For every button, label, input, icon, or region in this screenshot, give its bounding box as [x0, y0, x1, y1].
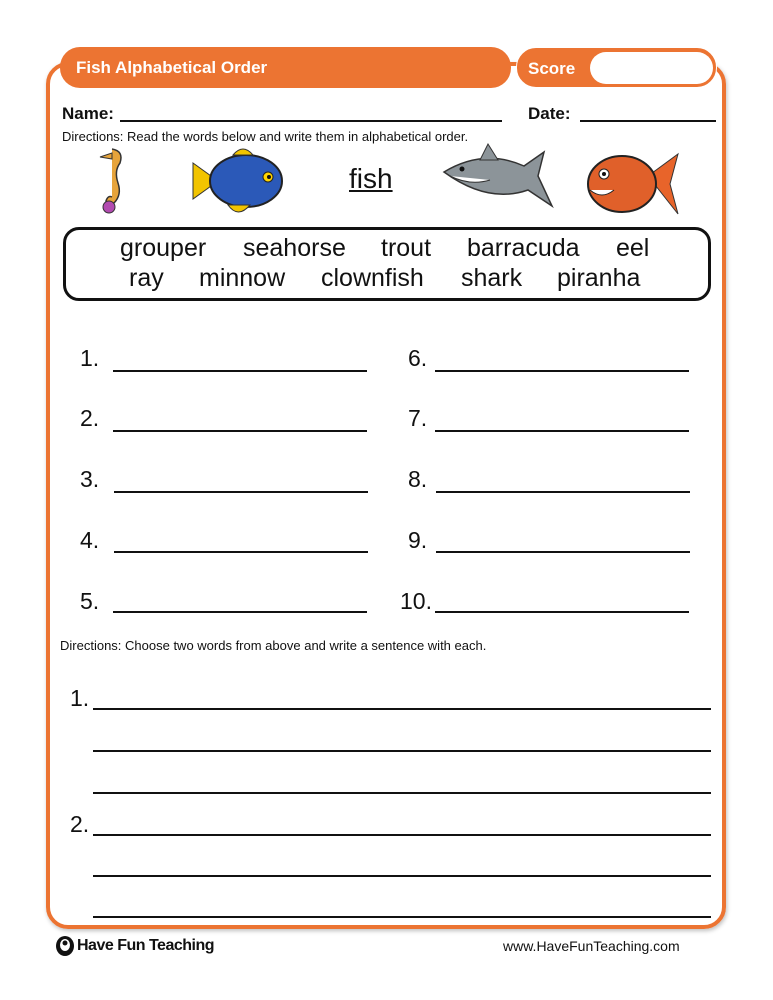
order-number: 5.: [80, 588, 100, 614]
shark-illustration: [440, 142, 560, 222]
directions-1: Directions: Read the words below and write them in alphabetical order.: [62, 129, 469, 144]
word-eel: eel: [616, 234, 650, 262]
order-number: 9.: [408, 527, 428, 553]
word-grouper: grouper: [120, 234, 207, 262]
answer-line-6[interactable]: [435, 370, 689, 372]
order-number: 10.: [400, 588, 432, 614]
word-minnow: minnow: [199, 264, 286, 292]
brand-name: Have Fun Teaching: [77, 937, 215, 954]
sentence-line[interactable]: [93, 834, 711, 836]
website-link[interactable]: www.HaveFunTeaching.com: [503, 938, 680, 954]
word-piranha: piranha: [557, 264, 641, 292]
answer-line-2[interactable]: [113, 430, 367, 432]
word-seahorse: seahorse: [243, 234, 346, 262]
word-barracuda: barracuda: [467, 234, 580, 262]
piranha-illustration: [578, 140, 682, 222]
name-line[interactable]: [120, 120, 502, 122]
answer-line-4[interactable]: [114, 551, 368, 553]
date-line[interactable]: [580, 120, 716, 122]
sentence-number: 2.: [70, 811, 90, 837]
order-number: 7.: [408, 405, 428, 431]
score-label: Score: [516, 47, 717, 88]
topic-word: fish: [349, 163, 393, 194]
word-ray: ray: [129, 264, 164, 292]
answer-line-10[interactable]: [435, 611, 689, 613]
order-number: 8.: [408, 466, 428, 492]
sentence-line[interactable]: [93, 916, 711, 918]
order-number: 1.: [80, 345, 100, 371]
word-clownfish: clownfish: [321, 264, 424, 292]
worksheet-title: Fish Alphabetical Order: [60, 47, 511, 88]
blue-fish-illustration: [188, 143, 288, 221]
word-shark: shark: [461, 264, 523, 292]
date-label: Date:: [528, 104, 571, 123]
answer-line-8[interactable]: [436, 491, 690, 493]
word-trout: trout: [381, 234, 432, 262]
sentence-number: 1.: [70, 685, 90, 711]
sentence-line[interactable]: [93, 875, 711, 877]
answer-line-7[interactable]: [435, 430, 689, 432]
answer-line-3[interactable]: [114, 491, 368, 493]
seahorse-illustration: [92, 145, 128, 217]
answer-line-5[interactable]: [113, 611, 367, 613]
order-number: 4.: [80, 527, 100, 553]
order-number: 2.: [80, 405, 100, 431]
brand-logo-icon: [55, 935, 75, 957]
name-label: Name:: [62, 104, 114, 123]
answer-line-9[interactable]: [436, 551, 690, 553]
answer-line-1[interactable]: [113, 370, 367, 372]
order-number: 6.: [408, 345, 428, 371]
order-number: 3.: [80, 466, 100, 492]
score-box[interactable]: [590, 52, 713, 84]
directions-2: Directions: Choose two words from above and write a sentence with each.: [60, 638, 487, 653]
sentence-line[interactable]: [93, 792, 711, 794]
sentence-line[interactable]: [93, 750, 711, 752]
sentence-line[interactable]: [93, 708, 711, 710]
